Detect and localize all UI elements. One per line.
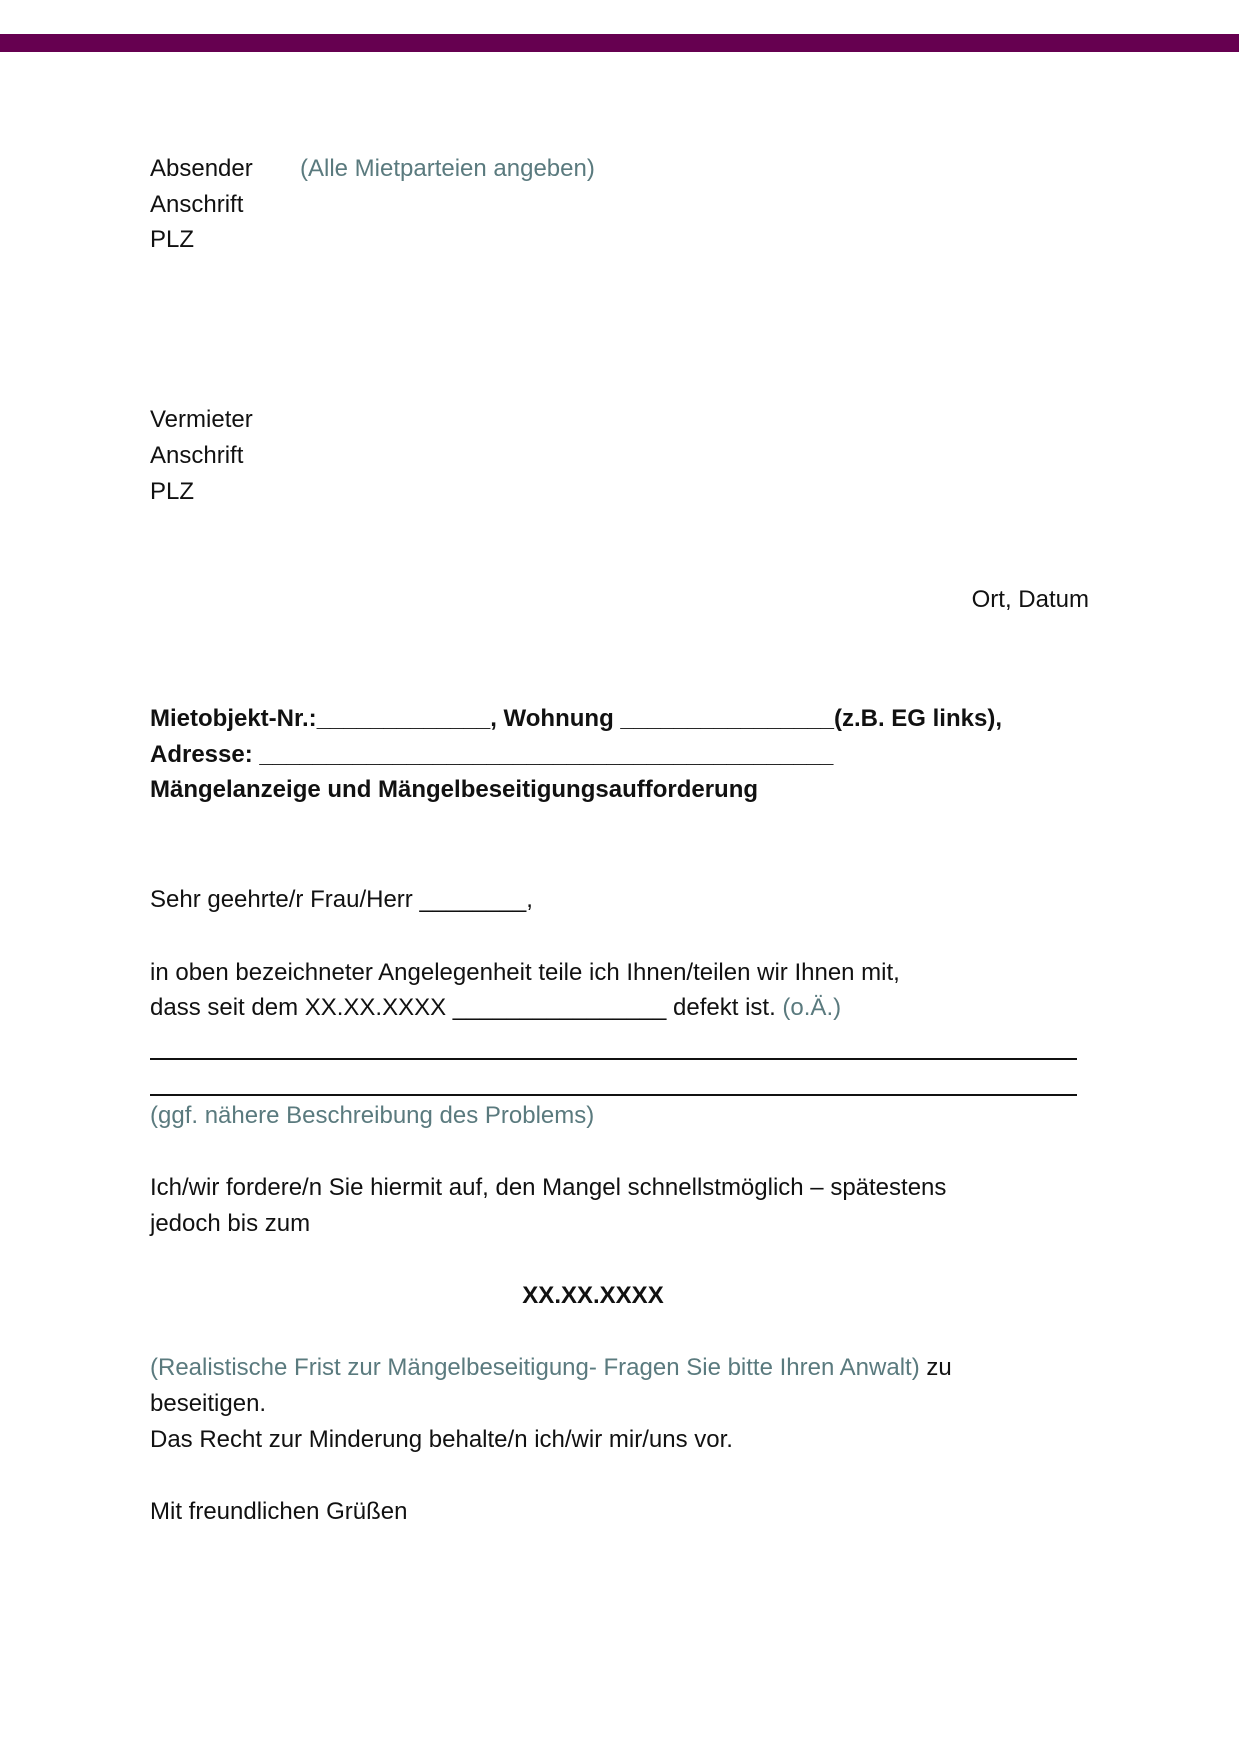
body-p2-line2: jedoch bis zum [150,1210,311,1237]
description-hint: (ggf. nähere Beschreibung des Problems) [150,1102,595,1129]
deadline-hint: (Realistische Frist zur Mängelbeseitigung- Fragen Sie bitte Ihren Anwalt) [150,1354,920,1381]
deadline-date: XX.XX.XXXX [522,1282,664,1309]
defect-hint: (o.Ä.) [782,994,842,1021]
sender-address: Anschrift [150,191,244,218]
subject-line-1 [150,701,1002,737]
description-blank-line-2 [150,1094,1077,1096]
header-accent-bar [0,34,1239,52]
body-p1-line1: in oben bezeichneter Angelegenheit teile ich Ihnen/teilen wir Ihnen mit, [150,959,900,986]
body-p3-line1 [150,1350,952,1386]
sender-label: Absender [150,155,253,182]
place-date: Ort, Datum [971,586,1089,613]
sender-line [150,151,595,187]
sender-hint: (Alle Mietparteien angeben) [300,155,595,182]
subject-line-2 [150,737,833,773]
body-p3-line3: Das Recht zur Minderung behalte/n ich/wir mir/uns vor. [150,1426,733,1453]
apartment-example: (z.B. EG links), [833,705,1002,732]
apartment-label: , Wohnung [490,705,621,732]
recipient-zip: PLZ [150,478,195,505]
body-p1-line2 [150,990,841,1026]
object-number-label: Mietobjekt-Nr.: [150,705,317,732]
subject-title: Mängelanzeige und Mängelbeseitigungsaufforderung [150,776,759,803]
recipient-address: Anschrift [150,442,244,469]
sender-zip: PLZ [150,226,195,253]
closing: Mit freundlichen Grüßen [150,1498,408,1525]
body-p2-line1: Ich/wir fordere/n Sie hiermit auf, den Mangel schnellstmöglich – spätestens [150,1174,947,1201]
body-p3-line2: beseitigen. [150,1390,267,1417]
salutation: Sehr geehrte/r Frau/Herr ________, [150,886,533,913]
body-p3-rest: zu [919,1354,952,1381]
apartment-blank: ________________ [620,705,834,732]
defect-text: dass seit dem XX.XX.XXXX ________________ defekt ist. [150,994,783,1021]
recipient-label: Vermieter [150,406,253,433]
object-number-blank: _____________ [316,705,491,732]
description-blank-line-1 [150,1058,1077,1060]
address-label: Adresse: [150,741,260,768]
address-blank: ___________________________________________ [259,741,834,768]
